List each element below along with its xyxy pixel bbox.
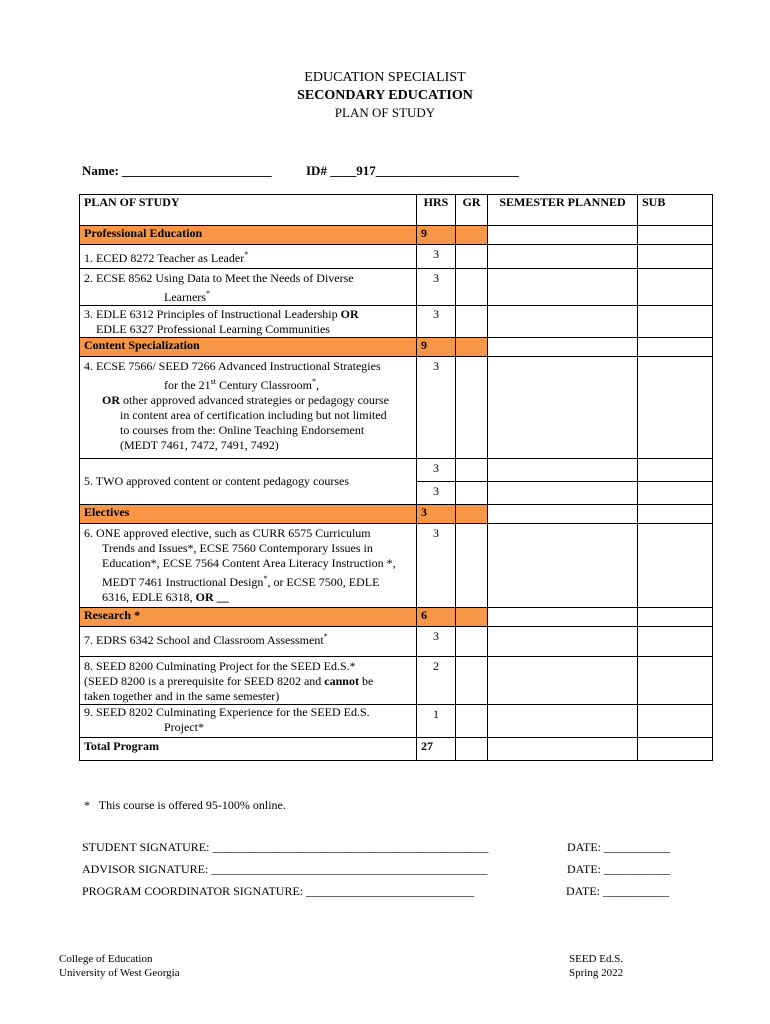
gr-cell[interactable] xyxy=(456,459,488,482)
advisor-signature-line[interactable]: ADVISOR SIGNATURE: ______________________________________________ xyxy=(82,862,488,876)
sub-cell[interactable] xyxy=(638,459,713,482)
semester-cell[interactable] xyxy=(488,627,638,657)
semester-cell[interactable] xyxy=(488,459,638,482)
sub-cell[interactable] xyxy=(638,705,713,738)
course-cell: 5. TWO approved content or content pedagogy courses xyxy=(80,459,417,505)
table-row xyxy=(80,459,713,482)
col-sub-header: SUB xyxy=(638,195,713,226)
semester-cell[interactable] xyxy=(488,269,638,306)
semester-cell[interactable] xyxy=(488,657,638,705)
category-hrs: 9 xyxy=(417,226,456,245)
sub-cell[interactable] xyxy=(638,357,713,459)
hrs-cell: 3 xyxy=(417,245,456,269)
course-cell: 7. EDRS 6342 School and Classroom Assessment* xyxy=(80,627,417,657)
semester-cell[interactable] xyxy=(488,245,638,269)
col-semester-header: SEMESTER PLANNED xyxy=(488,195,638,226)
category-label: Electives xyxy=(80,505,417,524)
gr-cell[interactable] xyxy=(456,705,488,738)
doc-title-line3: PLAN OF STUDY xyxy=(334,105,436,120)
sub-cell[interactable] xyxy=(638,627,713,657)
sub-cell[interactable] xyxy=(638,524,713,608)
total-hrs: 27 xyxy=(417,738,456,761)
gr-cell[interactable] xyxy=(456,245,488,269)
course-cell: 9. SEED 8202 Culminating Experience for the SEED Ed.S. Project* xyxy=(80,705,417,738)
doc-title-line1: EDUCATION SPECIALIST xyxy=(304,70,466,85)
hrs-cell: 3 xyxy=(417,459,456,482)
sub-cell[interactable] xyxy=(638,306,713,338)
course-cell: 1. ECED 8272 Teacher as Leader* xyxy=(80,245,417,269)
plan-of-study-table xyxy=(79,194,713,761)
category-hrs: 9 xyxy=(417,338,456,357)
coordinator-signature-line[interactable]: PROGRAM COORDINATOR SIGNATURE: ____________________________ xyxy=(82,884,475,898)
total-row xyxy=(80,738,713,761)
col-hrs-header: HRS xyxy=(417,195,456,226)
course-cell: 8. SEED 8200 Culminating Project for the SEED Ed.S.* (SEED 8200 is a prerequisite for SEED 8202 and cannot be taken together and in the same semester) xyxy=(80,657,417,705)
category-label: Research * xyxy=(80,608,417,627)
footer-term: Spring 2022 xyxy=(569,967,624,979)
hrs-cell: 3 xyxy=(417,269,456,306)
semester-cell[interactable] xyxy=(488,705,638,738)
table-row xyxy=(80,357,713,459)
course-cell: 6. ONE approved elective, such as CURR 6575 Curriculum Trends and Issues*, ECSE 7560 Contemporary Issues in Education*, ECSE 7564 Content Area Literacy Instruction *, MEDT 7461 Instructional Design*, or ECSE 7500, EDLE 6316, EDLE 6318, OR __ xyxy=(80,524,417,608)
sub-cell[interactable] xyxy=(638,269,713,306)
name-field[interactable]: Name: _______________________ xyxy=(82,163,272,178)
gr-cell[interactable] xyxy=(456,657,488,705)
hrs-cell: 2 xyxy=(417,657,456,705)
footer-left xyxy=(59,952,180,980)
gr-cell[interactable] xyxy=(456,524,488,608)
table-row xyxy=(80,627,713,657)
hrs-cell: 3 xyxy=(417,524,456,608)
category-row-electives xyxy=(80,505,713,524)
footer-right xyxy=(569,952,623,980)
semester-cell[interactable] xyxy=(488,306,638,338)
table-row xyxy=(80,269,713,306)
semester-cell[interactable] xyxy=(488,482,638,505)
sub-cell[interactable] xyxy=(638,245,713,269)
footer-college: College of Education xyxy=(59,953,153,965)
course-cell: 4. ECSE 7566/ SEED 7266 Advanced Instructional Strategies for the 21st Century Classroom*, OR other approved advanced strategies or pedagogy course in content area of certification including but not limited to courses from the: Online Teaching Endorsement (MEDT 7461, 7472, 7491, 7492) xyxy=(80,357,417,459)
category-label: Professional Education xyxy=(80,226,417,245)
gr-cell[interactable] xyxy=(456,269,488,306)
course-cell: 2. ECSE 8562 Using Data to Meet the Needs of Diverse Learners* xyxy=(80,269,417,306)
table-row xyxy=(80,306,713,338)
hrs-cell: 3 xyxy=(417,357,456,459)
category-label: Content Specialization xyxy=(80,338,417,357)
col-plan-header: PLAN OF STUDY xyxy=(80,195,417,226)
student-signature-line[interactable]: STUDENT SIGNATURE: ______________________________________________ xyxy=(82,840,489,854)
doc-title-line2: SECONDARY EDUCATION xyxy=(297,88,473,103)
id-field[interactable]: ID# ____917______________________ xyxy=(306,163,519,178)
col-gr-header: GR xyxy=(456,195,488,226)
hrs-cell: 3 xyxy=(417,627,456,657)
gr-cell[interactable] xyxy=(456,357,488,459)
hrs-cell: 3 xyxy=(417,306,456,338)
coordinator-date-line[interactable]: DATE: ___________ xyxy=(566,884,669,898)
sub-cell[interactable] xyxy=(638,657,713,705)
table-row xyxy=(80,705,713,738)
online-footnote: * This course is offered 95-100% online. xyxy=(84,798,286,812)
semester-cell[interactable] xyxy=(488,524,638,608)
gr-cell[interactable] xyxy=(456,482,488,505)
table-row xyxy=(80,245,713,269)
footer-program: SEED Ed.S. xyxy=(569,953,624,965)
gr-cell[interactable] xyxy=(456,627,488,657)
category-hrs: 6 xyxy=(417,608,456,627)
footer-university: University of West Georgia xyxy=(59,967,180,979)
course-cell: 3. EDLE 6312 Principles of Instructional Leadership OR EDLE 6327 Professional Learning Communities xyxy=(80,306,417,338)
sub-cell[interactable] xyxy=(638,482,713,505)
hrs-cell: 1 xyxy=(417,705,456,738)
category-row-professional xyxy=(80,226,713,245)
category-row-content xyxy=(80,338,713,357)
student-date-line[interactable]: DATE: ___________ xyxy=(567,840,670,854)
hrs-cell: 3 xyxy=(417,482,456,505)
table-header-row xyxy=(80,195,713,226)
category-row-research xyxy=(80,608,713,627)
gr-cell[interactable] xyxy=(456,306,488,338)
advisor-date-line[interactable]: DATE: ___________ xyxy=(567,862,670,876)
category-hrs: 3 xyxy=(417,505,456,524)
total-label: Total Program xyxy=(80,738,417,761)
semester-cell[interactable] xyxy=(488,357,638,459)
table-row xyxy=(80,657,713,705)
table-row xyxy=(80,524,713,608)
